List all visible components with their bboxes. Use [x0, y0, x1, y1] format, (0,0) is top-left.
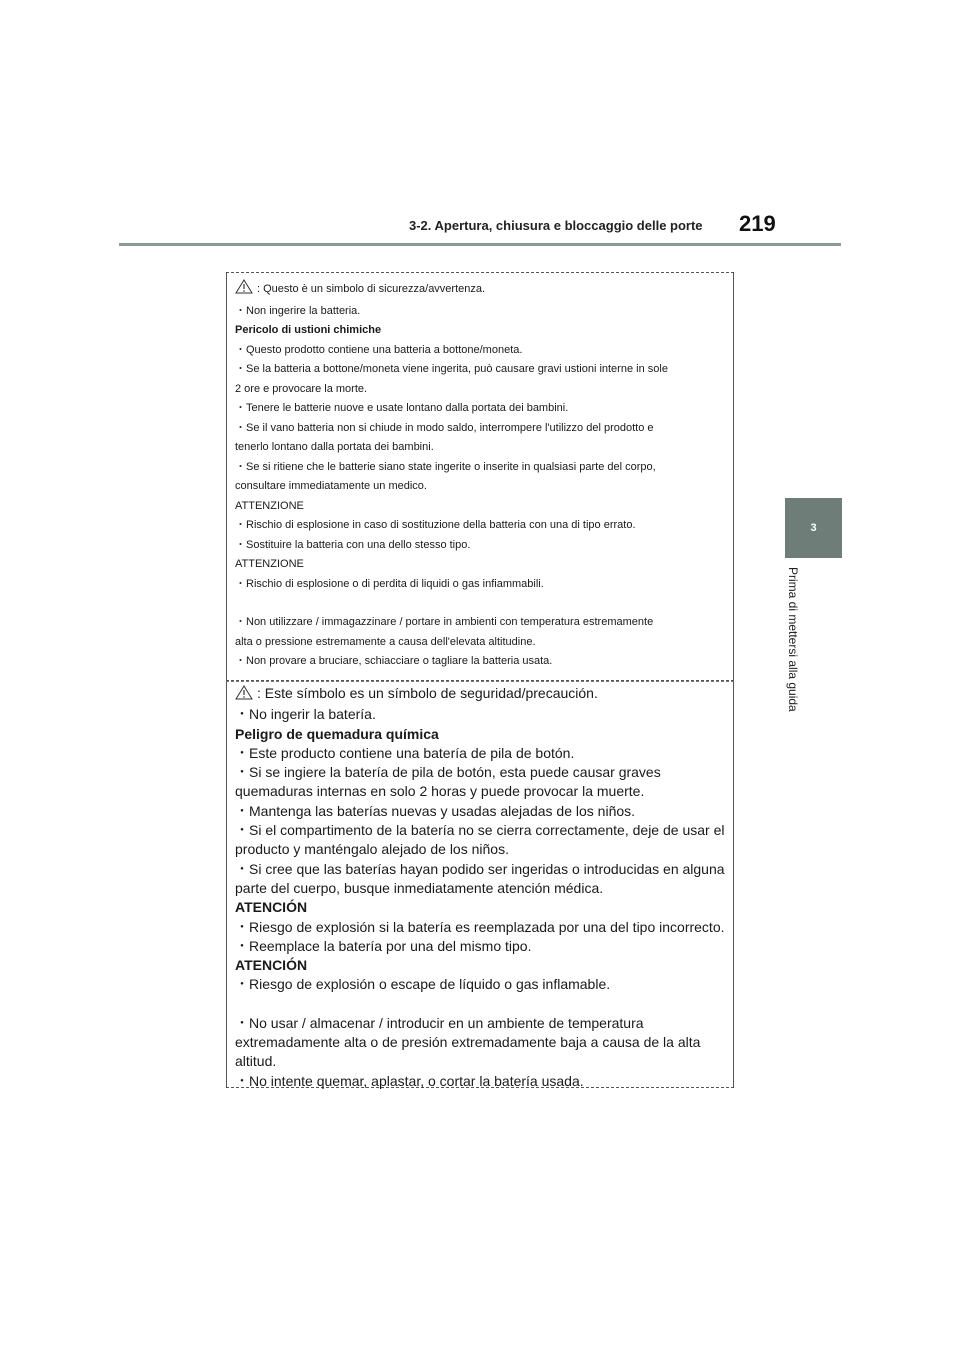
es-line-15: ・Riesgo de explosión o escape de líquido o gas inflamable. — [235, 976, 611, 993]
es-line-10: parte del cuerpo, busque inmediatamente atención médica. — [235, 879, 604, 896]
it-line-1: ・Non ingerire la batteria. — [235, 304, 361, 317]
es-line-13: ・Reemplace la batería por una del mismo tipo. — [235, 937, 532, 954]
it-line-11: ATTENZIONE — [235, 499, 304, 512]
es-line-12: ・Riesgo de explosión si la batería es reemplazada por una del tipo incorrecto. — [235, 918, 725, 935]
es-line-2: Peligro de quemadura química — [235, 725, 439, 742]
header-divider — [119, 243, 841, 246]
es-line-11: ATENCIÓN — [235, 899, 308, 916]
es-line-18: extremadamente alta o de presión extremadamente baja a causa de la alta — [235, 1034, 701, 1051]
italian-warning-box — [226, 272, 734, 681]
es-line-3: ・Este producto contiene una batería de pila de botón. — [235, 744, 575, 761]
it-line-14: ATTENZIONE — [235, 558, 304, 570]
spanish-warning-box — [226, 681, 734, 1088]
chapter-title: Prima di mettersi alla guida — [786, 567, 800, 712]
es-line-19: altitud. — [235, 1053, 277, 1070]
es-line-14: ATENCIÓN — [235, 957, 308, 974]
italian-symbol-line — [235, 279, 723, 302]
spanish-symbol-line — [235, 684, 723, 705]
spanish-symbol-note: : Este símbolo es un símbolo de seguridad/precaución. — [257, 685, 598, 701]
es-line-9: ・Si cree que las baterías hayan podido ser ingeridas o introducidas en alguna — [235, 860, 725, 877]
warning-triangle-icon — [235, 685, 253, 705]
section-title: 3-2. Apertura, chiusura e bloccaggio delle porte — [409, 218, 703, 233]
it-blank-line — [235, 594, 723, 613]
italian-symbol-note: : Questo è un simbolo di sicurezza/avvertenza. — [257, 283, 486, 295]
it-line-10: consultare immediatamente un medico. — [235, 480, 427, 492]
es-line-5: quemaduras internas en solo 2 horas y puede provocar la muerte. — [235, 783, 645, 800]
it-line-15: ・Rischio di esplosione o di perdita di liquidi o gas infiammabili. — [235, 577, 544, 590]
es-line-17: ・No usar / almacenar / introducir en un ambiente de temperatura — [235, 1014, 644, 1031]
es-line-8: producto y manténgalo alejado de los niños. — [235, 841, 509, 858]
chapter-tab[interactable] — [785, 498, 842, 558]
it-line-13: ・Sostituire la batteria con una dello stesso tipo. — [235, 538, 471, 551]
it-line-12: ・Rischio di esplosione in caso di sostituzione della batteria con una di tipo errato. — [235, 519, 636, 531]
it-line-3: ・Questo prodotto contiene una batteria a bottone/moneta. — [235, 343, 523, 356]
es-line-6: ・Mantenga las baterías nuevas y usadas alejadas de los niños. — [235, 802, 636, 819]
es-line-1: ・No ingerir la batería. — [235, 706, 376, 723]
it-line-5: 2 ore e provocare la morte. — [235, 382, 368, 395]
it-line-18: alta o pressione estremamente a causa dell'elevata altitudine. — [235, 635, 536, 648]
chapter-number: 3 — [810, 522, 817, 534]
it-line-8: tenerlo lontano dalla portata dei bambini. — [235, 441, 434, 453]
it-line-2: Pericolo di ustioni chimiche — [235, 324, 382, 336]
it-line-6: ・Tenere le batterie nuove e usate lontano dalla portata dei bambini. — [235, 402, 569, 414]
it-line-19: ・Non provare a bruciare, schiacciare o tagliare la batteria usata. — [235, 655, 553, 667]
es-line-7: ・Si el compartimento de la batería no se cierra correctamente, deje de usar el — [235, 822, 725, 839]
es-line-4: ・Si se ingiere la batería de pila de botón, esta puede causar graves — [235, 764, 661, 781]
it-line-4: ・Se la batteria a bottone/moneta viene ingerita, può causare gravi ustioni interne in sole — [235, 363, 668, 375]
it-line-7: ・Se il vano batteria non si chiude in modo saldo, interrompere l'utilizzo del prodotto e — [235, 421, 654, 434]
es-line-20: ・No intente quemar, aplastar, o cortar la batería usada. — [235, 1072, 584, 1089]
warning-triangle-icon — [235, 279, 253, 302]
it-line-17: ・Non utilizzare / immagazzinare / portare in ambienti con temperatura estremamente — [235, 616, 654, 628]
it-line-9: ・Se si ritiene che le batterie siano state ingerite o inserite in qualsiasi parte del corpo, — [235, 460, 656, 473]
es-blank-line — [235, 995, 723, 1014]
page-number: 219 — [739, 211, 776, 236]
